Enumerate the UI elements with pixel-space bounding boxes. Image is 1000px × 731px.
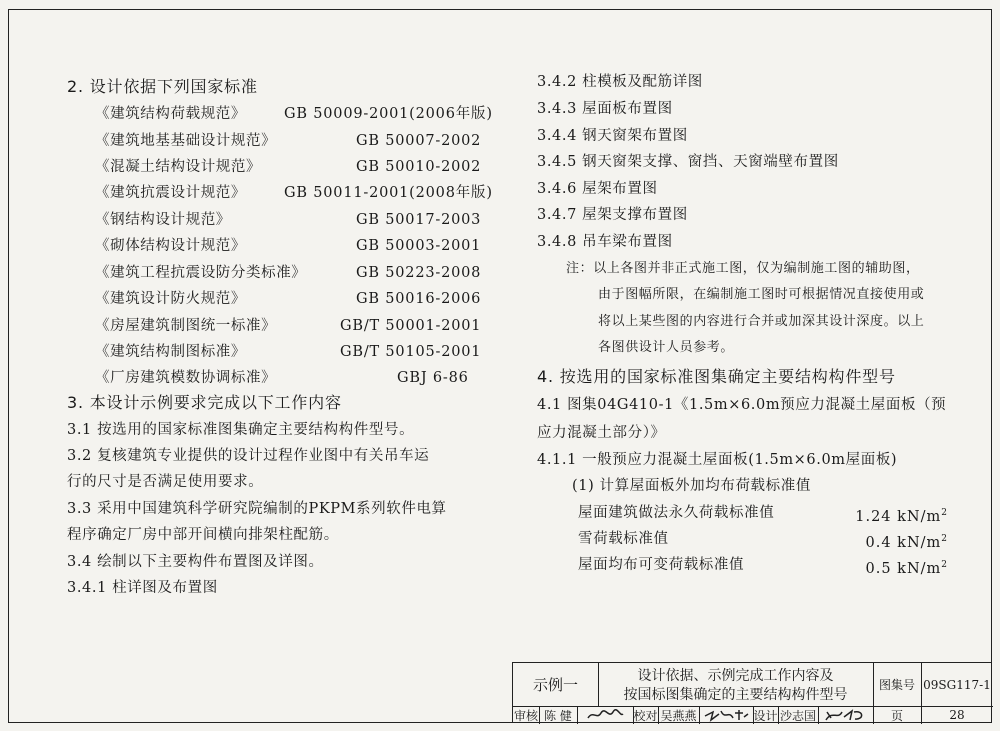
- title-block: [512, 662, 992, 723]
- drawing-item: 3.4.8 吊车梁布置图: [537, 234, 673, 250]
- review-name: 陈 健: [544, 708, 572, 723]
- section-4-1-line: 4.1 图集04G410-1《1.5m×6.0m预应力混凝土屋面板（预: [537, 397, 947, 413]
- standard-code: GB 50007-2002: [356, 133, 482, 149]
- standard-name: 《建筑地基基础设计规范》: [95, 133, 277, 149]
- note-line: 各图供设计人员参考。: [598, 340, 735, 355]
- drawing-item: 3.4.5 钢天窗架支撑、窗挡、天窗端壁布置图: [537, 154, 839, 170]
- standard-code: GB 50223-2008: [356, 265, 482, 281]
- atlas-label: 图集号: [878, 678, 915, 692]
- drawing-item: 3.4.3 屋面板布置图: [537, 101, 673, 117]
- standard-name: 《钢结构设计规范》: [95, 212, 231, 228]
- drawing-item: 3.4.4 钢天窗架布置图: [537, 128, 688, 144]
- load-label: 屋面建筑做法永久荷载标准值: [578, 505, 775, 521]
- section-3-line: 3.3 采用中国建筑科学研究院编制的PKPM系列软件电算: [67, 501, 447, 517]
- standard-name: 《混凝土结构设计规范》: [95, 159, 262, 175]
- check-name: 吴燕燕: [660, 708, 697, 723]
- standard-name: 《建筑结构制图标准》: [95, 344, 246, 360]
- section-3-line: 3.2 复核建筑专业提供的设计过程作业图中有关吊车运: [67, 448, 430, 464]
- standard-code: GB 50009-2001(2006年版): [284, 106, 493, 122]
- page-label: 页: [890, 708, 903, 723]
- review-signature: [577, 706, 633, 724]
- load-label: 屋面均布可变荷载标准值: [578, 557, 745, 573]
- standard-code: GB 50011-2001(2008年版): [284, 185, 493, 201]
- standard-name: 《建筑结构荷载规范》: [95, 106, 246, 122]
- section-4-heading: 4. 按选用的国家标准图集确定主要结构构件型号: [537, 367, 896, 386]
- section-3-line: 3.4 绘制以下主要构件布置图及详图。: [67, 554, 324, 570]
- standard-code: GB/T 50105-2001: [340, 344, 482, 360]
- standard-code: GB 50017-2003: [356, 212, 482, 228]
- section-4-1-line: 应力混凝土部分）》: [537, 425, 666, 441]
- load-value: 1.24 $kN/m^2$: [855, 508, 948, 525]
- page-number: 28: [949, 708, 965, 722]
- standard-name: 《建筑抗震设计规范》: [95, 185, 246, 201]
- standard-name: 《建筑设计防火规范》: [95, 291, 246, 307]
- standard-name: 《厂房建筑模数协调标准》: [95, 370, 277, 386]
- example-label: 示例一: [532, 676, 578, 694]
- check-label: 校对: [633, 708, 658, 723]
- section-4-1-1: 4.1.1 一般预应力混凝土屋面板(1.5m×6.0m屋面板): [537, 452, 898, 468]
- review-label: 审核: [513, 708, 538, 723]
- load-label: 雪荷载标准值: [578, 531, 669, 547]
- standard-code: GB 50003-2001: [356, 238, 482, 254]
- standard-name: 《建筑工程抗震设防分类标准》: [95, 265, 307, 281]
- standard-name: 《房屋建筑制图统一标准》: [95, 318, 277, 334]
- design-signature: [818, 706, 873, 724]
- design-label: 设计: [753, 708, 778, 723]
- standard-code: GBJ 6-86: [397, 370, 469, 386]
- section-3-line: 行的尺寸是否满足使用要求。: [67, 474, 264, 490]
- section-3-heading: 3. 本设计示例要求完成以下工作内容: [67, 393, 342, 412]
- sub-item-1: (1) 计算屋面板外加均布荷载标准值: [572, 478, 811, 494]
- section-3-line: 3.1 按选用的国家标准图集确定主要结构构件型号。: [67, 422, 415, 438]
- load-value: 0.4 $kN/m^2$: [865, 534, 948, 551]
- design-name: 沙志国: [779, 708, 816, 723]
- sheet-title-line1: 设计依据、示例完成工作内容及: [637, 668, 834, 684]
- standard-code: GB 50010-2002: [356, 159, 482, 175]
- note-line: 由于图幅所限，在编制施工图时可根据情况直接使用或: [598, 287, 925, 302]
- section-2-heading: 2. 设计依据下列国家标准: [67, 77, 258, 96]
- section-3-line: 3.4.1 柱详图及布置图: [67, 580, 218, 596]
- note-line: 将以上某些图的内容进行合并或加深其设计深度。以上: [598, 314, 925, 329]
- standard-name: 《砌体结构设计规范》: [95, 238, 246, 254]
- section-3-line: 程序确定厂房中部开间横向排架柱配筋。: [67, 527, 339, 543]
- drawing-item: 3.4.6 屋架布置图: [537, 181, 658, 197]
- atlas-number: 09SG117-1: [923, 677, 991, 692]
- note-line: 注：以上各图并非正式施工图，仅为编制施工图的辅助图，: [566, 261, 920, 276]
- check-signature: [699, 706, 753, 724]
- load-value: 0.5 $kN/m^2$: [865, 560, 948, 577]
- standard-code: GB/T 50001-2001: [340, 318, 482, 334]
- drawing-item: 3.4.2 柱模板及配筋详图: [537, 74, 703, 90]
- standard-code: GB 50016-2006: [356, 291, 482, 307]
- sheet-title-line2: 按国标图集确定的主要结构构件型号: [623, 687, 848, 703]
- drawing-item: 3.4.7 屋架支撑布置图: [537, 207, 688, 223]
